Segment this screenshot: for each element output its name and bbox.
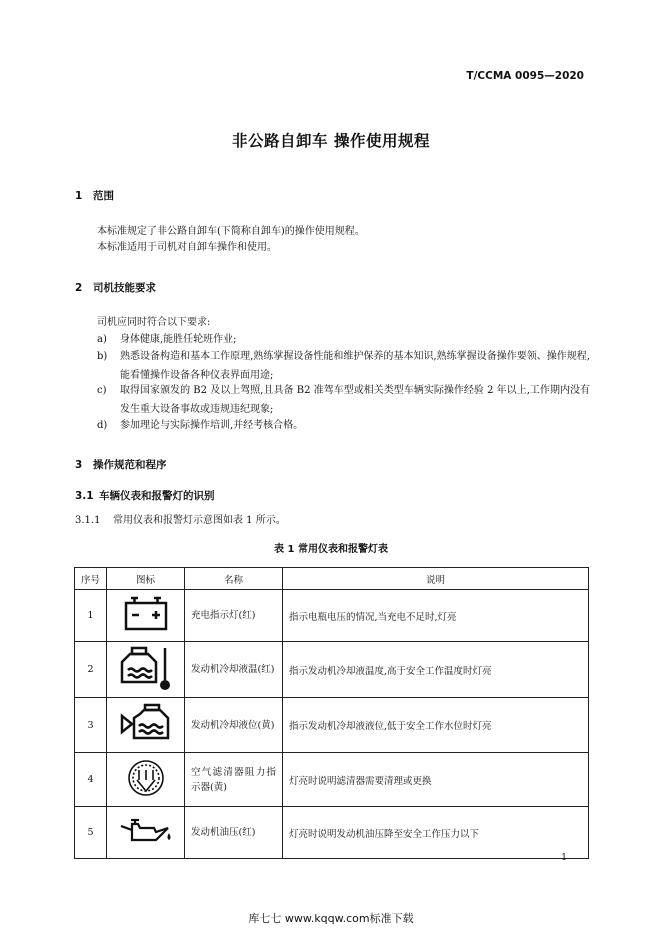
cell-seq: 3	[75, 698, 107, 753]
section-number: 3.1	[75, 490, 94, 502]
list-item	[75, 381, 590, 419]
cell-seq: 1	[75, 590, 107, 642]
cell-desc: 指示发动机冷却液液位,低于安全工作水位时灯亮	[283, 698, 589, 753]
cell-desc: 指示发动机冷却液温度,高于安全工作温度时灯亮	[283, 642, 589, 698]
cell-name: 空气滤清器阻力指示器(黄)	[185, 753, 283, 807]
paragraph: 本标准规定了非公路自卸车(下简称自卸车)的操作使用规程。	[97, 226, 365, 237]
table-row	[75, 590, 589, 642]
header-name: 名称	[185, 568, 283, 590]
list-label: b)	[97, 351, 108, 362]
page-number: 1	[561, 853, 567, 863]
cell-icon	[107, 698, 185, 753]
section-title: 司机技能要求	[93, 282, 156, 294]
cell-icon	[107, 590, 185, 642]
section-number: 3.1.1	[75, 515, 101, 526]
paragraph: 本标准适用于司机对自卸车操作和使用。	[97, 242, 277, 253]
section-3-1-1	[75, 511, 286, 530]
header-desc: 说明	[283, 568, 589, 590]
cell-seq: 2	[75, 642, 107, 698]
document-title: 非公路自卸车 操作使用规程	[232, 132, 430, 150]
battery-icon	[123, 595, 169, 633]
cell-desc: 指示电瓶电压的情况,当充电不足时,灯亮	[283, 590, 589, 642]
standard-number: T/CCMA 0095—2020	[466, 70, 584, 82]
table-caption: 表 1 常用仪表和报警灯表	[274, 544, 388, 555]
list-text: 参加理论与实际操作培训,并经考核合格。	[120, 420, 304, 431]
cell-desc: 灯亮时说明滤清器需要清理或更换	[283, 753, 589, 807]
cell-seq: 4	[75, 753, 107, 807]
section-1-heading	[75, 188, 114, 203]
list-label: a)	[97, 334, 107, 345]
table-row	[75, 807, 589, 859]
list-text: 取得国家颁发的 B2 及以上驾照,且具备 B2 准驾车型或相关类型车辆实际操作经验 2 年以上,工作期内没有发生重大设备事故或违规违纪现象;	[120, 385, 590, 415]
cell-name: 发动机冷却液温(红)	[185, 642, 283, 698]
list-label: d)	[97, 420, 108, 431]
cell-name: 充电指示灯(红)	[185, 590, 283, 642]
cell-icon	[107, 642, 185, 698]
header-icon: 图标	[107, 568, 185, 590]
cell-name: 发动机冷却液位(黄)	[185, 698, 283, 753]
oil-pressure-icon	[118, 816, 174, 846]
list-text: 身体健康,能胜任轮班作业;	[120, 334, 237, 345]
coolant-level-icon	[118, 702, 174, 746]
list-text: 熟悉设备构造和基本工作原理,熟练掌握设备性能和维护保养的基本知识,熟练掌握设备操作要领、操作规程,能看懂操作设备各种仪表界面用途;	[120, 351, 590, 381]
section-number: 1	[75, 190, 83, 202]
paragraph: 司机应同时符合以下要求:	[97, 317, 211, 328]
table-row	[75, 753, 589, 807]
cell-name: 发动机油压(红)	[185, 807, 283, 859]
section-number: 3	[75, 459, 83, 471]
section-3-1-heading	[75, 488, 215, 503]
list-label: c)	[97, 385, 107, 396]
section-2-heading	[75, 280, 156, 295]
cell-desc: 灯亮时说明发动机油压降至安全工作压力以下	[283, 807, 589, 859]
section-title: 操作规范和程序	[93, 459, 167, 471]
cell-icon	[107, 807, 185, 859]
list-item	[75, 347, 590, 385]
section-title: 车辆仪表和报警灯的识别	[99, 490, 215, 502]
indicator-table	[74, 567, 589, 859]
table-row	[75, 698, 589, 753]
footer-watermark: 库七七 www.kqqw.com标准下载	[248, 912, 414, 925]
header-seq: 序号	[75, 568, 107, 590]
cell-seq: 5	[75, 807, 107, 859]
cell-icon	[107, 753, 185, 807]
coolant-temperature-icon	[118, 644, 174, 692]
paragraph: 常用仪表和报警灯示意图如表 1 所示。	[113, 515, 286, 526]
table-header-row	[75, 568, 589, 590]
section-title: 范围	[93, 190, 114, 202]
section-number: 2	[75, 282, 83, 294]
list-item	[75, 416, 585, 435]
table-row	[75, 642, 589, 698]
air-filter-icon	[126, 758, 166, 798]
section-3-heading	[75, 457, 167, 472]
